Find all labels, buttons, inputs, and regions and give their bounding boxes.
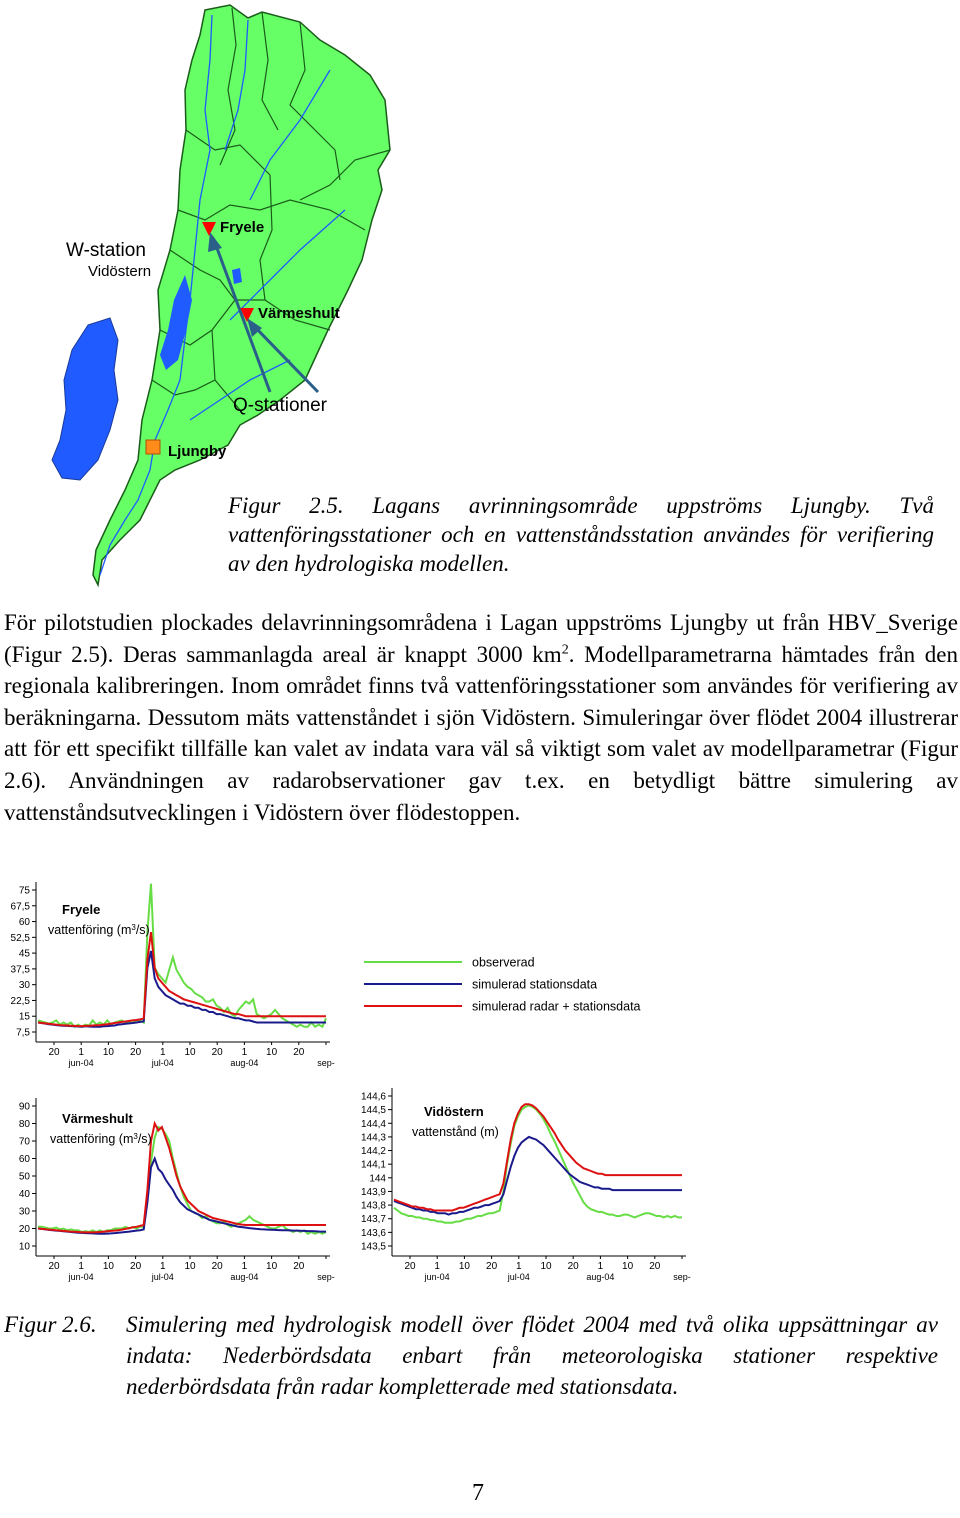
x-tick-month: aug-04 <box>230 1058 259 1068</box>
y-tick-label: 144 <box>369 1173 386 1185</box>
page-number: 7 <box>472 1480 484 1506</box>
x-tick-day: 20 <box>486 1261 498 1272</box>
x-tick-month: jul-04 <box>507 1272 530 1282</box>
x-tick-day: 10 <box>184 1261 196 1272</box>
x-tick-day: 20 <box>48 1261 60 1272</box>
chart-title: Fryele <box>62 902 101 917</box>
series-line-observerad <box>394 1106 682 1223</box>
y-tick-label: 80 <box>18 1119 30 1130</box>
w-station-label: W-station <box>66 240 146 261</box>
body-paragraph <box>4 607 958 828</box>
chart-legend <box>364 956 641 1014</box>
y-tick-label: 60 <box>18 917 30 929</box>
x-tick-month: sep- <box>673 1272 691 1282</box>
y-tick-label: 143,9 <box>360 1186 386 1198</box>
x-tick-day: 10 <box>184 1047 196 1058</box>
x-tick-day: 20 <box>293 1047 305 1058</box>
legend-label: simulerad stationsdata <box>472 977 598 992</box>
figure-2-6-label: Figur 2.6. <box>4 1312 97 1337</box>
y-tick-label: 40 <box>18 1189 30 1200</box>
y-tick-label: 50 <box>18 1171 30 1183</box>
x-tick-day: 1 <box>160 1261 166 1272</box>
x-tick-day: 10 <box>102 1261 114 1272</box>
y-tick-label: 30 <box>18 980 30 992</box>
ljungby-label: Ljungby <box>168 443 227 460</box>
y-tick-label: 143,5 <box>360 1241 386 1253</box>
x-tick-day: 10 <box>622 1261 634 1272</box>
y-tick-label: 144,3 <box>360 1132 386 1144</box>
x-tick-day: 10 <box>540 1261 552 1272</box>
x-tick-day: 20 <box>211 1047 223 1058</box>
x-tick-day: 1 <box>241 1047 248 1058</box>
series-line-simulerad-radar-stationsdata <box>394 1104 682 1210</box>
x-tick-day: 1 <box>516 1261 522 1272</box>
x-tick-day: 10 <box>458 1261 470 1272</box>
figure-2-6-charts <box>0 870 960 1290</box>
figure-2-6-text: Simulering med hydrologisk modell över flödet 2004 med två olika uppsättningar av indata: Nederbördsdata enbart från meteorologiska stationer respektive nederbördsdata från radar kompletterade med stationsdata. <box>126 1312 938 1399</box>
y-tick-label: 144,6 <box>360 1091 386 1103</box>
y-tick-label: 45 <box>18 948 30 960</box>
y-tick-label: 70 <box>18 1136 30 1148</box>
legend-label: simulerad radar + stationsdata <box>472 999 641 1014</box>
figure-2-5-text: Lagans avrinningsområde uppströms Ljungby. Två vattenföringsstationer och en vattenståndsstation användes för verifiering av den hydrologiska modellen. <box>228 493 935 576</box>
x-tick-day: 20 <box>48 1047 60 1058</box>
varmeshult-label: Värmeshult <box>258 305 340 322</box>
y-tick-label: 15 <box>18 1011 30 1023</box>
chart-unit-label: vattenföring $(m^3/s)$ <box>48 922 150 937</box>
x-tick-day: 20 <box>130 1261 142 1272</box>
x-tick-day: 1 <box>160 1047 166 1058</box>
y-tick-label: 67,5 <box>10 901 30 913</box>
x-tick-day: 1 <box>78 1261 84 1272</box>
lake-bolmen <box>52 318 118 480</box>
body-text-part1: För pilotstudien plockades delavrinningsområdena i Lagan uppströms Ljungby ut från HBV_Sverige (Figur 2.5). Deras sammanlagda areal är knappt 3000 km <box>4 610 958 667</box>
y-tick-label: 37,5 <box>10 964 30 976</box>
y-tick-label: 90 <box>18 1101 30 1113</box>
x-tick-day: 10 <box>266 1261 278 1272</box>
series-line-simulerad-stationsdata <box>38 1159 326 1234</box>
y-tick-label: 144,1 <box>360 1159 386 1171</box>
x-tick-day: 10 <box>266 1047 278 1058</box>
chart-varmeshult <box>19 1098 335 1282</box>
x-tick-day: 20 <box>293 1261 305 1272</box>
chart-unit-label: vattenföring $(m^3/s)$ <box>50 1131 152 1146</box>
chart-fryele <box>11 882 335 1068</box>
x-tick-month: jul-04 <box>151 1272 174 1282</box>
chart-title: Vidöstern <box>424 1104 484 1119</box>
x-tick-month: jun-04 <box>68 1272 94 1282</box>
y-tick-label: 10 <box>18 1241 30 1253</box>
x-tick-month: sep- <box>317 1058 335 1068</box>
x-tick-month: jun-04 <box>68 1058 94 1068</box>
y-tick-label: 143,8 <box>360 1200 386 1212</box>
y-tick-label: 20 <box>18 1224 30 1235</box>
w-station-marker <box>146 440 160 454</box>
y-tick-label: 52,5 <box>10 932 30 944</box>
y-tick-label: 7,5 <box>16 1027 30 1039</box>
x-tick-day: 10 <box>102 1047 114 1058</box>
y-tick-label: 60 <box>18 1154 30 1165</box>
x-tick-month: sep- <box>317 1272 335 1282</box>
x-tick-day: 1 <box>241 1261 248 1272</box>
vidostern-label: Vidöstern <box>88 263 152 280</box>
figure-2-5-caption <box>228 491 934 578</box>
x-tick-day: 1 <box>434 1261 440 1272</box>
x-tick-month: jun-04 <box>424 1272 450 1282</box>
x-tick-day: 1 <box>78 1047 84 1058</box>
x-tick-day: 20 <box>567 1261 579 1272</box>
chart-vidostern <box>361 1088 691 1282</box>
figure-2-5-label: Figur 2.5. <box>228 493 344 518</box>
y-tick-label: 144,2 <box>360 1146 386 1158</box>
body-superscript: 2 <box>561 641 569 657</box>
y-tick-label: 30 <box>18 1206 30 1218</box>
chart-unit-label: vattenstånd (m) <box>412 1125 499 1139</box>
y-tick-label: 75 <box>18 885 30 897</box>
chart-title: Värmeshult <box>62 1111 133 1126</box>
legend-label: observerad <box>472 955 535 970</box>
y-tick-label: 143,7 <box>360 1214 386 1226</box>
fryele-label: Fryele <box>220 219 265 236</box>
y-tick-label: 144,4 <box>360 1118 386 1130</box>
x-tick-day: 20 <box>649 1261 661 1272</box>
x-tick-day: 20 <box>211 1261 223 1272</box>
x-tick-day: 20 <box>130 1047 142 1058</box>
x-tick-day: 1 <box>597 1261 604 1272</box>
y-tick-label: 144,5 <box>360 1105 386 1117</box>
x-tick-day: 20 <box>404 1261 416 1272</box>
y-tick-label: 143,6 <box>360 1227 386 1239</box>
x-tick-month: jul-04 <box>151 1058 174 1068</box>
x-tick-month: aug-04 <box>230 1272 259 1282</box>
x-tick-month: aug-04 <box>586 1272 615 1282</box>
y-tick-label: 22,5 <box>10 995 30 1007</box>
q-stationer-label: Q-stationer <box>233 395 327 416</box>
body-text-part2: . Modellparametrarna hämtades från den regionala kalibreringen. Inom området finns två vattenföringsstationer som användes för verifiering av beräkningarna. Dessutom mäts vattenståndet i sjön Vidöstern. Simuleringar över flödet 2004 illustrerar att för ett specifikt tillfälle kan valet av indata vara väl så viktigt som valet av modellparametrar (Figur 2.6). Användningen av radarobservationer gav t.ex. en betydligt bättre simulering av vattenståndsutvecklingen i Vidöstern över flödestoppen. <box>4 641 958 825</box>
